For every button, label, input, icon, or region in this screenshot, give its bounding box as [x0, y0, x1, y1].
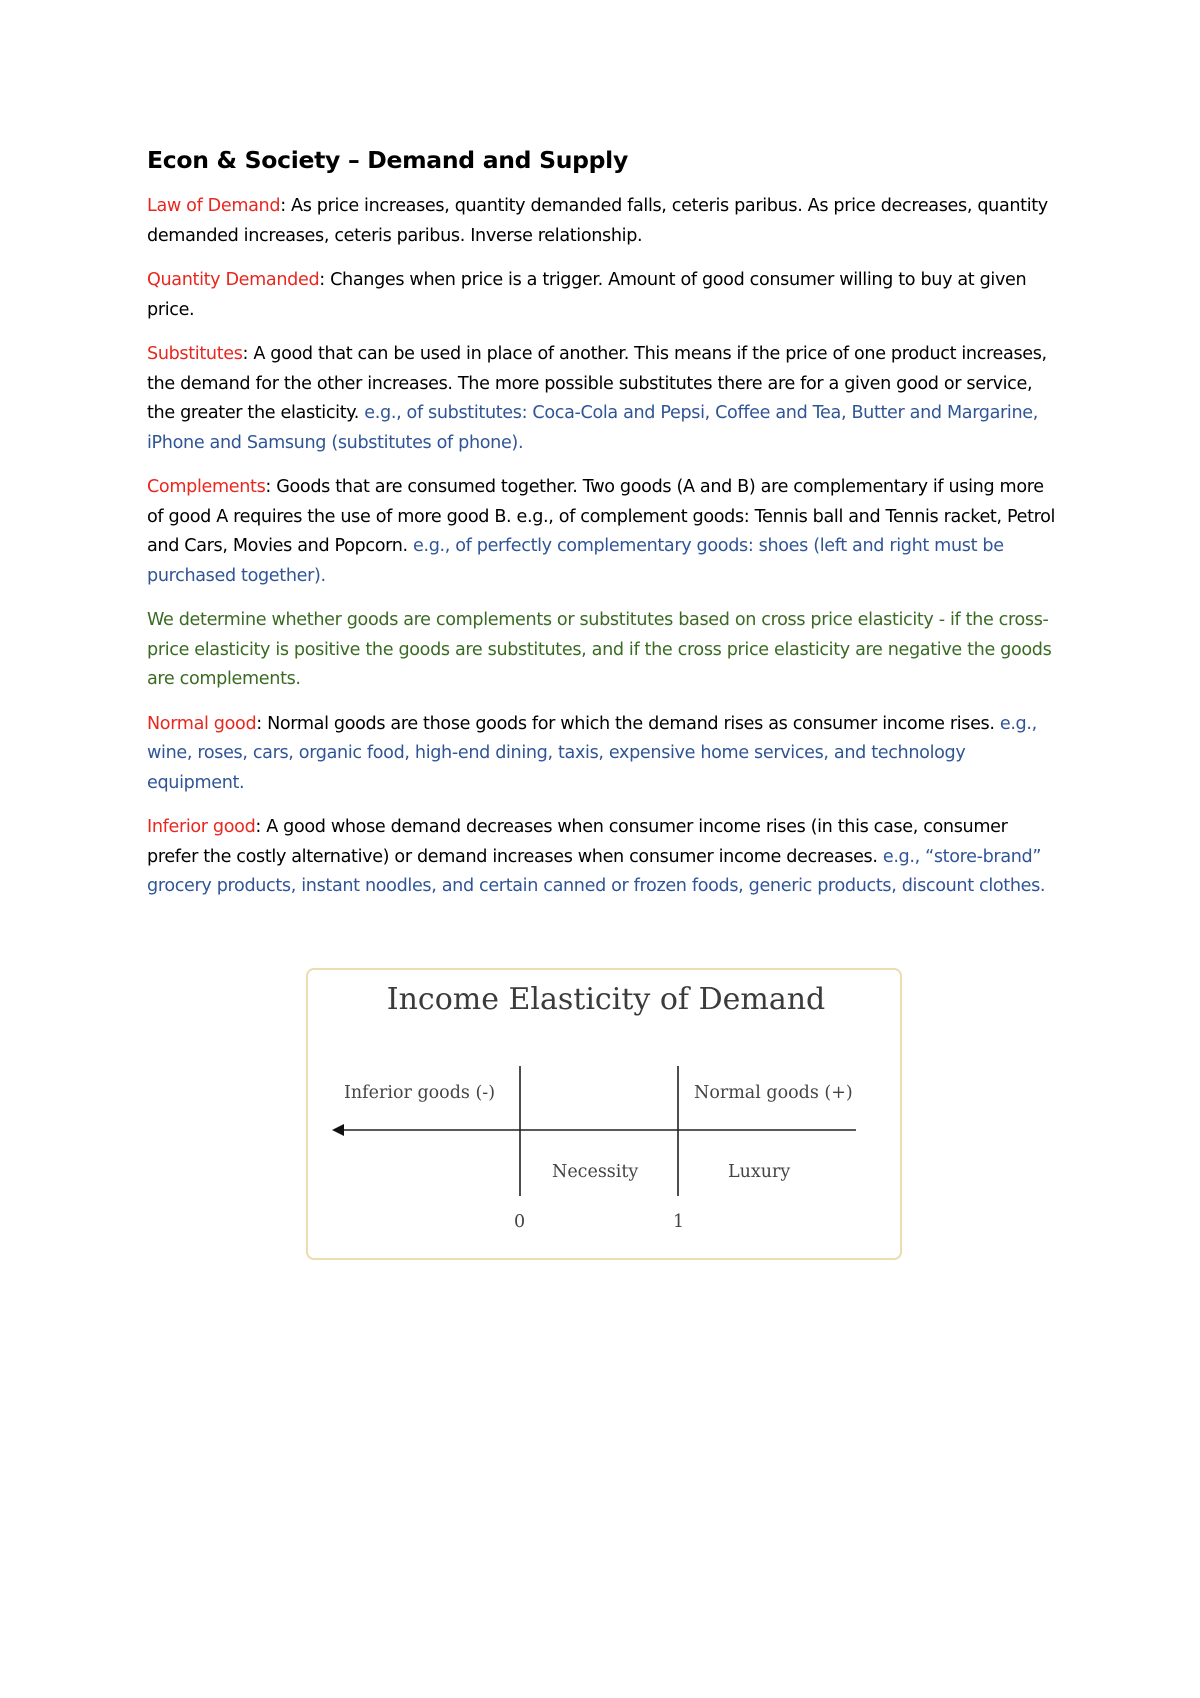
- complements-paragraph: [147, 473, 1062, 591]
- complements-term: Complements: [147, 477, 266, 497]
- normal-good-example: e.g., wine, roses, cars, organic food, high-end dining, taxis, expensive home services, and technology equipment.: [147, 713, 1037, 793]
- tick-one-label: 1: [673, 1212, 685, 1232]
- inferior-goods-label: Inferior goods (-): [344, 1083, 496, 1103]
- substitutes-term: Substitutes: [147, 344, 243, 364]
- luxury-label: Luxury: [728, 1162, 791, 1182]
- normal-good-paragraph: [147, 710, 1062, 799]
- tick-zero-label: 0: [514, 1212, 526, 1232]
- figure-axes: [308, 970, 904, 1262]
- complements-example: e.g., of perfectly complementary goods: shoes (left and right must be purchased together).: [147, 536, 1004, 586]
- complements-text: : Goods that are consumed together. Two goods (A and B) are complementary if using more of good A requires the use of more good B. e.g., of complement goods: Tennis ball and Tennis racket, Petrol and Cars, Movies and Popcorn.: [147, 477, 1056, 556]
- substitutes-text: : A good that can be used in place of another. This means if the price of one product increases, the demand for the other increases. The more possible substitutes there are for a given good or service, the greater the elasticity.: [147, 344, 1047, 423]
- document-body: [147, 146, 1062, 917]
- inferior-good-example: e.g., “store-brand” grocery products, instant noodles, and certain canned or frozen foods, generic products, discount clothes.: [147, 846, 1046, 896]
- quantity-demanded-text: : Changes when price is a trigger. Amount of good consumer willing to buy at given price.: [147, 270, 1027, 320]
- law-of-demand-paragraph: [147, 192, 1062, 251]
- left-arrow-icon: [332, 1124, 344, 1136]
- inferior-good-text: : A good whose demand decreases when consumer income rises (in this case, consumer prefer the costly alternative) or demand increases when consumer income decreases.: [147, 817, 1008, 867]
- page-title: Econ & Society – Demand and Supply: [147, 146, 628, 174]
- normal-good-term: Normal good: [147, 713, 257, 734]
- normal-good-text: : Normal goods are those goods for which the demand rises as consumer income rises.: [256, 713, 1000, 734]
- substitutes-paragraph: [147, 340, 1062, 458]
- figure-title: Income Elasticity of Demand: [386, 982, 826, 1017]
- substitutes-example: e.g., of substitutes: Coca-Cola and Pepsi, Coffee and Tea, Butter and Margarine, iPhone and Samsung (substitutes of phone).: [147, 403, 1038, 453]
- quantity-demanded-paragraph: [147, 266, 1062, 325]
- quantity-demanded-term: Quantity Demanded: [147, 270, 320, 290]
- income-elasticity-figure: [306, 968, 902, 1260]
- inferior-good-term: Inferior good: [147, 817, 256, 837]
- necessity-label: Necessity: [552, 1162, 639, 1182]
- law-of-demand-term: Law of Demand: [147, 196, 281, 216]
- normal-goods-label: Normal goods (+): [694, 1083, 853, 1103]
- law-of-demand-text: : As price increases, quantity demanded falls, ceteris paribus. As price decreases, quantity demanded increases, ceteris paribus. Inverse relationship.: [147, 196, 1048, 246]
- inferior-good-paragraph: [147, 813, 1062, 902]
- cross-price-note: We determine whether goods are complements or substitutes based on cross price elasticity - if the cross-price elasticity is positive the goods are substitutes, and if the cross price elasticity are negative the goods are complements.: [147, 610, 1052, 689]
